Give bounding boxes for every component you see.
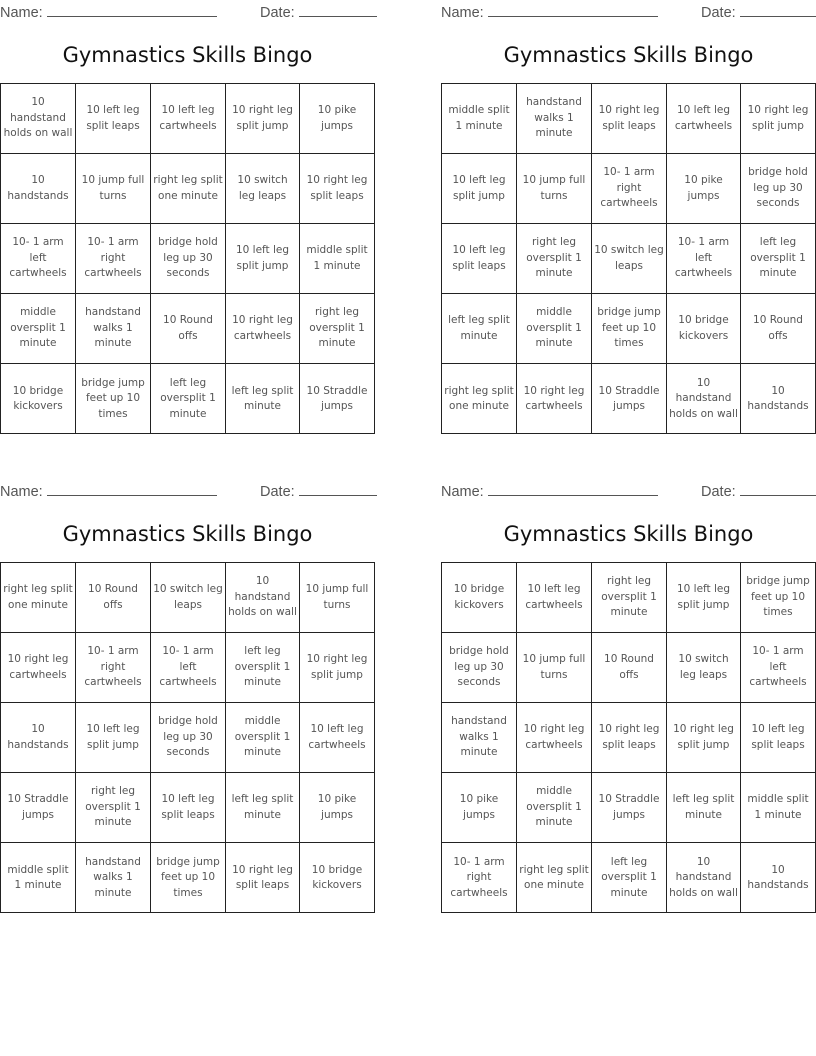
date-blank-line xyxy=(299,481,377,496)
bingo-cell: right leg oversplit 1 minute xyxy=(76,773,151,843)
bingo-cell: bridge jump feet up 10 times xyxy=(76,364,151,434)
card-title: Gymnastics Skills Bingo xyxy=(62,522,313,546)
bingo-cell: bridge hold leg up 30 seconds xyxy=(151,703,226,773)
bingo-cell: middle split 1 minute xyxy=(442,84,517,154)
bingo-cell: 10 Round offs xyxy=(76,563,151,633)
bingo-cell: 10- 1 arm left cartwheels xyxy=(1,224,76,294)
bingo-cell: left leg oversplit 1 minute xyxy=(151,364,226,434)
bingo-cell: 10 Straddle jumps xyxy=(306,384,368,412)
bingo-cell: right leg split one minute xyxy=(442,364,517,434)
bingo-cell: 10 handstand holds on wall xyxy=(226,563,300,633)
bingo-cell: middle oversplit 1 minute xyxy=(226,703,300,773)
bingo-grid xyxy=(441,562,816,913)
bingo-cell: middle oversplit 1 minute xyxy=(517,773,592,843)
card-title: Gymnastics Skills Bingo xyxy=(503,522,754,546)
bingo-card-1 xyxy=(0,0,375,440)
bingo-cell: 10 pike jumps xyxy=(300,84,374,154)
bingo-cell: 10 handstand holds on wall xyxy=(667,364,741,434)
bingo-cell: 10 bridge kickovers xyxy=(1,364,76,434)
bingo-cell: 10 left leg split leaps xyxy=(151,773,226,843)
bingo-cell: 10 left leg split jump xyxy=(667,563,741,633)
bingo-cell: 10 pike jumps xyxy=(442,773,517,843)
bingo-cell: 10 right leg split jump xyxy=(741,84,815,154)
name-blank-line xyxy=(488,2,658,17)
bingo-cell: 10 right leg split leaps xyxy=(300,154,374,224)
bingo-cell: 10 right leg cartwheels xyxy=(226,294,300,364)
bingo-cell: 10 bridge kickovers xyxy=(667,294,741,364)
bingo-cell: right leg oversplit 1 minute xyxy=(517,224,592,294)
bingo-cell: bridge hold leg up 30 seconds xyxy=(741,154,815,224)
bingo-cell: 10 handstands xyxy=(747,384,809,412)
bingo-cell: 10 left leg split leaps xyxy=(76,84,151,154)
bingo-cell: 10 right leg cartwheels xyxy=(517,364,592,434)
bingo-cell: middle split 1 minute xyxy=(741,773,815,843)
bingo-cell: 10- 1 arm left cartwheels xyxy=(667,224,741,294)
bingo-card-4 xyxy=(441,479,816,919)
bingo-cell: 10 left leg cartwheels xyxy=(667,84,741,154)
bingo-cell: left leg oversplit 1 minute xyxy=(741,224,815,294)
name-label: Name: xyxy=(0,2,217,22)
bingo-cell: 10 handstands xyxy=(1,154,76,224)
bingo-cell: middle oversplit 1 minute xyxy=(517,294,592,364)
bingo-cell: 10 handstand holds on wall xyxy=(667,843,741,913)
date-label: Date: xyxy=(701,481,816,501)
bingo-cell: right leg oversplit 1 minute xyxy=(592,563,667,633)
bingo-cell: 10 bridge kickovers xyxy=(442,563,517,633)
bingo-cell: left leg split minute xyxy=(226,364,300,434)
bingo-cell: bridge hold leg up 30 seconds xyxy=(151,224,226,294)
bingo-cell: 10- 1 arm left cartwheels xyxy=(741,633,815,703)
bingo-cell: left leg split minute xyxy=(667,773,741,843)
date-blank-line xyxy=(740,481,816,496)
bingo-cell: 10 bridge kickovers xyxy=(311,863,363,891)
name-blank-line xyxy=(488,481,658,496)
bingo-cell: 10 left leg split jump xyxy=(442,154,517,224)
bingo-cell: 10 Straddle jumps xyxy=(592,773,667,843)
name-label: Name: xyxy=(0,481,217,501)
date-label: Date: xyxy=(701,2,816,22)
bingo-cell: 10 pike jumps xyxy=(300,773,374,843)
bingo-cell: 10 jump full turns xyxy=(76,154,151,224)
bingo-cell: bridge hold leg up 30 seconds xyxy=(442,633,517,703)
date-label: Date: xyxy=(260,481,377,501)
bingo-cell: 10 jump full turns xyxy=(517,633,592,703)
bingo-cell: 10 right leg split jump xyxy=(226,84,300,154)
bingo-cell: handstand walks 1 minute xyxy=(76,843,151,913)
bingo-cell: right leg oversplit 1 minute xyxy=(300,294,374,364)
bingo-cell: left leg split minute xyxy=(442,294,517,364)
bingo-cell: 10 switch leg leaps xyxy=(226,154,300,224)
bingo-cell: left leg oversplit 1 minute xyxy=(592,843,667,913)
bingo-cell: left leg oversplit 1 minute xyxy=(226,633,300,703)
bingo-cell: middle split 1 minute xyxy=(300,224,374,294)
name-blank-line xyxy=(47,2,217,17)
bingo-cell: 10 switch leg leaps xyxy=(151,563,226,633)
bingo-grid xyxy=(441,83,816,434)
bingo-cell: bridge jump feet up 10 times xyxy=(741,563,815,633)
bingo-cell: 10 left leg split leaps xyxy=(442,224,517,294)
bingo-cell: right leg split one minute xyxy=(1,563,76,633)
bingo-cell: 10 right leg cartwheels xyxy=(1,633,76,703)
bingo-cell: 10 pike jumps xyxy=(667,154,741,224)
card-title: Gymnastics Skills Bingo xyxy=(62,43,313,67)
bingo-cell: middle oversplit 1 minute xyxy=(1,294,76,364)
bingo-cell: 10 switch leg leaps xyxy=(667,633,741,703)
bingo-cell: 10- 1 arm right cartwheels xyxy=(592,154,667,224)
bingo-cell: 10 Straddle jumps xyxy=(592,364,667,434)
bingo-cell: handstand walks 1 minute xyxy=(442,703,517,773)
name-label: Name: xyxy=(441,2,658,22)
bingo-card-3 xyxy=(0,479,375,919)
bingo-cell: bridge jump feet up 10 times xyxy=(151,843,226,913)
date-label: Date: xyxy=(260,2,377,22)
bingo-cell: 10 Round offs xyxy=(151,294,226,364)
bingo-cell: 10 right leg split jump xyxy=(667,703,741,773)
bingo-cell: 10 left leg cartwheels xyxy=(517,563,592,633)
card-title: Gymnastics Skills Bingo xyxy=(503,43,754,67)
name-label: Name: xyxy=(441,481,658,501)
bingo-cell: handstand walks 1 minute xyxy=(517,84,592,154)
bingo-cell: bridge jump feet up 10 times xyxy=(592,294,667,364)
bingo-cell: 10 left leg cartwheels xyxy=(300,703,374,773)
bingo-cell: 10 right leg split jump xyxy=(300,633,374,703)
bingo-cell: 10 right leg split leaps xyxy=(592,703,667,773)
name-blank-line xyxy=(47,481,217,496)
bingo-cell: handstand walks 1 minute xyxy=(76,294,151,364)
bingo-cell: 10 left leg split jump xyxy=(226,224,300,294)
bingo-cell: 10 handstands xyxy=(747,863,809,891)
bingo-cell: 10- 1 arm right cartwheels xyxy=(76,633,151,703)
bingo-cell: 10 Round offs xyxy=(741,294,815,364)
bingo-cell: middle split 1 minute xyxy=(1,843,76,913)
bingo-cell: 10 switch leg leaps xyxy=(592,224,667,294)
date-blank-line xyxy=(299,2,377,17)
bingo-cell: right leg split one minute xyxy=(517,843,592,913)
bingo-grid xyxy=(0,83,375,434)
bingo-cell: 10 left leg split jump xyxy=(76,703,151,773)
bingo-cell: 10 Round offs xyxy=(592,633,667,703)
bingo-cell: 10 right leg cartwheels xyxy=(517,703,592,773)
bingo-cell: 10 handstand holds on wall xyxy=(1,84,76,154)
bingo-cell: 10- 1 arm right cartwheels xyxy=(442,843,517,913)
bingo-cell: 10 jump full turns xyxy=(300,563,374,633)
bingo-cell: 10 right leg split leaps xyxy=(592,84,667,154)
bingo-cell: 10- 1 arm left cartwheels xyxy=(151,633,226,703)
bingo-cell: right leg split one minute xyxy=(151,154,226,224)
bingo-cell: 10 Straddle jumps xyxy=(1,773,76,843)
bingo-cell: left leg split minute xyxy=(226,773,300,843)
bingo-card-2 xyxy=(441,0,816,440)
bingo-cell: 10 left leg split leaps xyxy=(741,703,815,773)
bingo-cell: 10 handstands xyxy=(1,703,76,773)
bingo-cell: 10 jump full turns xyxy=(517,154,592,224)
bingo-cell: 10 right leg split leaps xyxy=(226,843,300,913)
bingo-cell: 10- 1 arm right cartwheels xyxy=(76,224,151,294)
bingo-cell: 10 left leg cartwheels xyxy=(151,84,226,154)
bingo-grid xyxy=(0,562,375,913)
date-blank-line xyxy=(740,2,816,17)
